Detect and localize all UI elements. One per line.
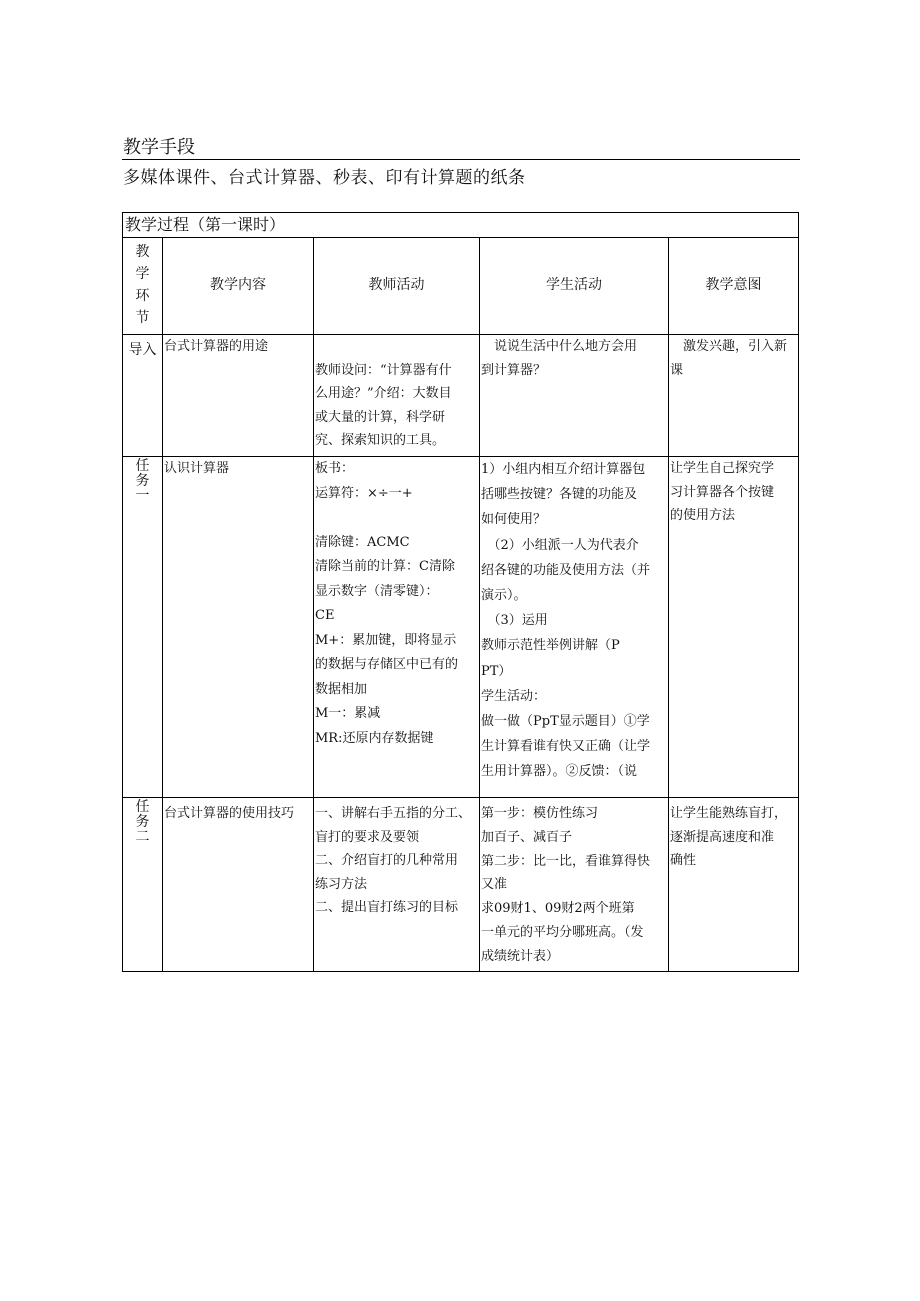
student-cell: 1）小组内相互介绍计算器包 括哪些按键？各键的功能及 如何使用？ （2）小组派一人为代表介 绍各键的功能及使用方法（并 演示）。 （3）运用 教师示范性举例讲解（P PT） 学生活动： 做一做（PpT显示题目）①学 生计算看谁有快又正确（让学 生用计算器）。②反馈：（说	[480, 457, 669, 798]
header-student: 学生活动	[480, 238, 669, 335]
teaching-process-table	[122, 212, 799, 972]
intent-cell: 激发兴趣，引入新 课	[669, 335, 799, 457]
content-cell: 台式计算器的使用技巧	[163, 798, 314, 972]
stage-cell: 任 务 一	[123, 457, 163, 798]
table-row	[123, 335, 799, 457]
table-caption-row	[123, 213, 799, 238]
header-stage	[123, 238, 163, 335]
teacher-cell: 板书： 运算符：×÷一+ 清除键：ACMC 清除当前的计算：C清除 显示数字（清零键）： CE M+：累加键，即将显示 的数据与存储区中已有的 数据相加 M一：累减 MR:还原内存数据键	[314, 457, 480, 798]
table-row	[123, 798, 799, 972]
intent-cell: 让学生自己探究学 习计算器各个按键 的使用方法	[669, 457, 799, 798]
intent-cell: 让学生能熟练盲打， 逐渐提高速度和准 确性	[669, 798, 799, 972]
content-cell: 台式计算器的用途	[163, 335, 314, 457]
header-teacher: 教师活动	[314, 238, 480, 335]
student-cell: 第一步：模仿性练习 加百子、减百子 第二步：比一比，看谁算得快 又准 求09财1、09财2两个班第 一单元的平均分哪班高。（发 成绩统计表）	[480, 798, 669, 972]
teacher-cell: 一、讲解右手五指的分工、 盲打的要求及要领 二、介绍盲打的几种常用 练习方法 二、提出盲打练习的目标	[314, 798, 480, 972]
stage-cell: 任 务 二	[123, 798, 163, 972]
table-row	[123, 457, 799, 798]
section-heading: 教学手段	[123, 137, 195, 158]
header-content: 教学内容	[163, 238, 314, 335]
header-stage-text: 教 学 环 节	[135, 244, 150, 327]
table-caption: 教学过程（第一课时）	[123, 213, 799, 238]
stage-cell: 导入	[123, 335, 163, 457]
header-intent: 教学意图	[669, 238, 799, 335]
teacher-cell: 教师设问：“计算器有什 么用途？”介绍：大数目 或大量的计算，科学研 究、探索知识的工具。	[314, 335, 480, 457]
heading-underline	[122, 159, 800, 160]
teaching-means-text: 多媒体课件、台式计算器、秒表、印有计算题的纸条	[123, 168, 526, 188]
table-header-row	[123, 238, 799, 335]
content-cell: 认识计算器	[163, 457, 314, 798]
student-cell: 说说生活中什么地方会用 到计算器？	[480, 335, 669, 457]
